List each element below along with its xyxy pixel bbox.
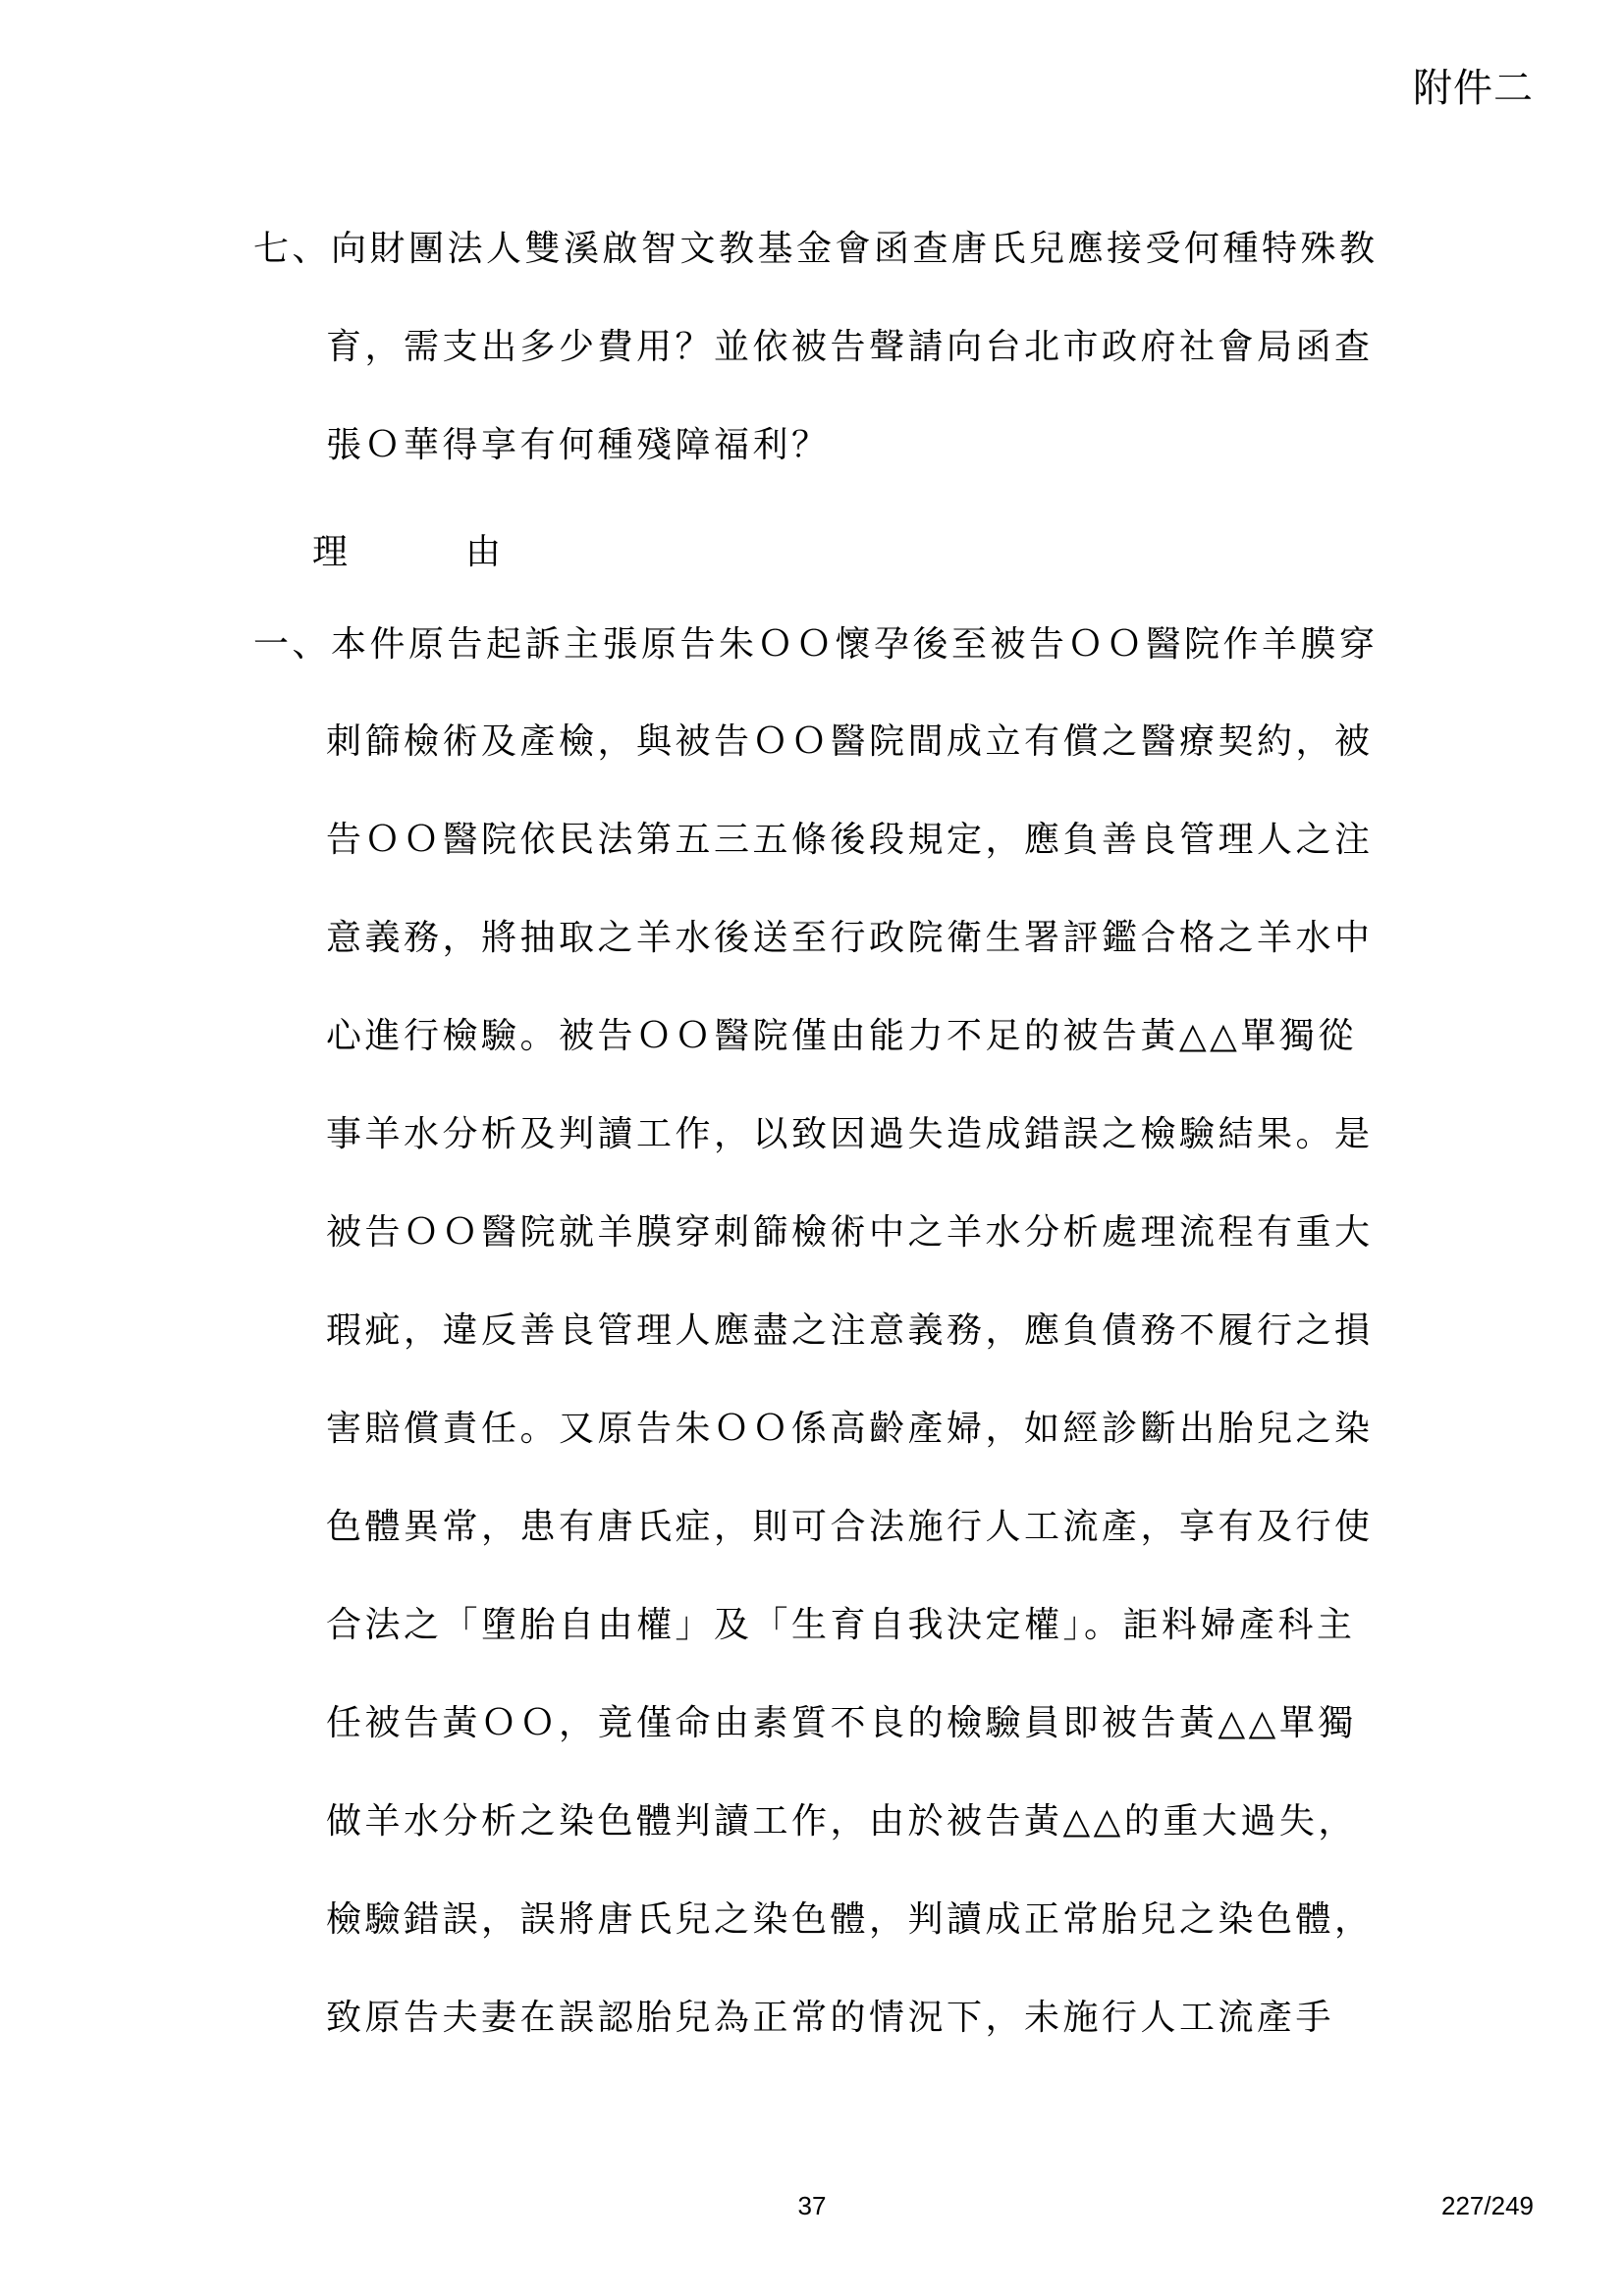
- item-1-line: 害賠償責任。又原告朱ＯＯ係高齡產婦，如經診斷出胎兒之染: [326, 1409, 1374, 1449]
- item-1-line: 心進行檢驗。被告ＯＯ醫院僅由能力不足的被告黃△△單獨從: [326, 1016, 1357, 1056]
- item-1-line: 做羊水分析之染色體判讀工作，由於被告黃△△的重大過失，: [326, 1801, 1357, 1842]
- page-count: 227/249: [1441, 2191, 1534, 2220]
- item-1-line: 告ＯＯ醫院依民法第五三五條後段規定，應負善良管理人之注: [326, 820, 1374, 860]
- item-1-line: 檢驗錯誤，誤將唐氏兒之染色體，判讀成正常胎兒之染色體，: [326, 1899, 1374, 1940]
- item-7-line: 育，需支出多少費用？並依被告聲請向台北市政府社會局函查: [326, 327, 1374, 367]
- item-1-line: 任被告黃ＯＯ，竟僅命由素質不良的檢驗員即被告黃△△單獨: [326, 1703, 1357, 1743]
- item-7-line: 張Ｏ華得享有何種殘障福利？: [326, 425, 831, 465]
- item-1-line: 致原告夫妻在誤認胎兒為正常的情況下，未施行人工流產手: [326, 1998, 1335, 2038]
- page-number: 37: [797, 2191, 827, 2220]
- reason-heading-char-1: 理: [312, 532, 349, 572]
- reason-heading-char-2: 由: [465, 532, 502, 572]
- item-1-line: 事羊水分析及判讀工作，以致因過失造成錯誤之檢驗結果。是: [326, 1114, 1374, 1154]
- item-1-line: 瑕疵，違反善良管理人應盡之注意義務，應負債務不履行之損: [326, 1310, 1374, 1351]
- item-1-line: 意義務，將抽取之羊水後送至行政院衛生署評鑑合格之羊水中: [326, 918, 1374, 958]
- item-1-line: 一、本件原告起訴主張原告朱ＯＯ懷孕後至被告ＯＯ醫院作羊膜穿: [253, 624, 1379, 665]
- item-1-line: 被告ＯＯ醫院就羊膜穿刺篩檢術中之羊水分析處理流程有重大: [326, 1212, 1374, 1253]
- item-1-line: 刺篩檢術及產檢，與被告ＯＯ醫院間成立有償之醫療契約，被: [326, 721, 1374, 762]
- attachment-label: 附件二: [1413, 66, 1534, 111]
- item-1-line: 合法之「墮胎自由權」及「生育自我決定權」。詎料婦產科主: [326, 1605, 1356, 1645]
- item-7-line: 七、向財團法人雙溪啟智文教基金會函查唐氏兒應接受何種特殊教: [253, 229, 1379, 269]
- item-1-line: 色體異常，患有唐氏症，則可合法施行人工流產，享有及行使: [326, 1507, 1374, 1547]
